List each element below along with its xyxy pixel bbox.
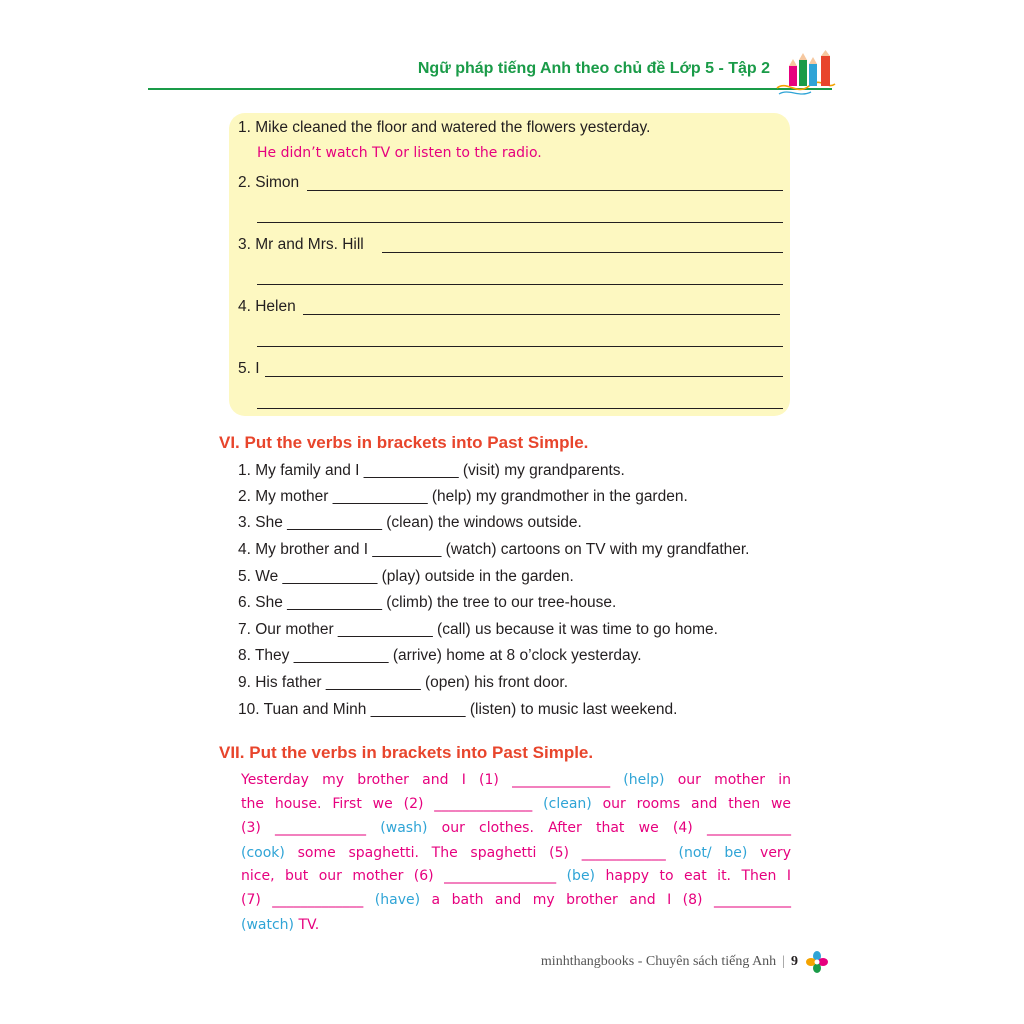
paragraph-text: the house. First we (2) ______________: [241, 796, 544, 812]
verb-hint: (wash): [380, 820, 428, 836]
exercise-item: 6. She ___________ (climb) the tree to our tree-house.: [238, 594, 617, 611]
exercise-item: 2. My mother ___________ (help) my grandmother in the garden.: [238, 488, 688, 505]
box-item-label: 3. Mr and Mrs. Hill: [238, 236, 364, 253]
answer-line[interactable]: [382, 252, 783, 253]
answer-line[interactable]: [257, 346, 783, 347]
paragraph-text: a bath and my brother and I (8) ___________: [420, 892, 791, 908]
paragraph-line: [241, 845, 791, 861]
paragraph-text: (7) _____________: [241, 892, 375, 908]
exercise-item: 1. My family and I ___________ (visit) my grandparents.: [238, 462, 625, 479]
page-header-title: Ngữ pháp tiếng Anh theo chủ đề Lớp 5 - Tập 2: [417, 60, 770, 77]
exercise-item: 7. Our mother ___________ (call) us because it was time to go home.: [238, 621, 718, 638]
exercise-item: 9. His father ___________ (open) his front door.: [238, 674, 569, 691]
answer-line[interactable]: [257, 408, 783, 409]
paragraph-text: (3) _____________: [241, 820, 381, 836]
paragraph-text: Yesterday my brother and I (1) ______________: [241, 772, 624, 788]
paragraph-line: [241, 820, 791, 836]
verb-hint: (have): [374, 892, 421, 908]
answer-line[interactable]: [257, 284, 783, 285]
answer-line[interactable]: [265, 376, 783, 377]
paragraph-text: happy to eat it. Then I: [595, 868, 791, 884]
paragraph-text: very: [747, 845, 791, 861]
page-footer: [541, 954, 798, 970]
flower-logo-icon: [806, 951, 828, 973]
section-6-title: VI. Put the verbs in brackets into Past Simple.: [219, 433, 589, 452]
verb-hint: (help): [623, 772, 665, 788]
paragraph-text: TV.: [294, 917, 320, 933]
paragraph-line: [241, 917, 791, 933]
box-example-answer: He didn’t watch TV or listen to the radio.: [257, 145, 542, 161]
answer-line[interactable]: [307, 190, 783, 191]
verb-hint: (cook): [241, 845, 285, 861]
verb-hint: (not/ be): [678, 845, 748, 861]
verb-hint: (be): [566, 868, 596, 884]
exercise-item: 10. Tuan and Minh ___________ (listen) to music last weekend.: [238, 701, 678, 718]
paragraph-text: our rooms and then we: [591, 796, 792, 812]
exercise-item: 3. She ___________ (clean) the windows outside.: [238, 514, 582, 531]
box-item-label: 2. Simon: [238, 174, 300, 191]
paragraph-line: [241, 892, 791, 908]
paragraph-text: some spaghetti. The spaghetti (5) ____________: [284, 845, 679, 861]
paragraph-text: nice, but our mother (6) ________________: [241, 868, 567, 884]
exercise-item: 4. My brother and I ________ (watch) cartoons on TV with my grandfather.: [238, 541, 750, 558]
footer-separator: |: [782, 954, 785, 969]
footer-publisher: minhthangbooks - Chuyên sách tiếng Anh: [540, 954, 777, 969]
header-divider: [148, 88, 832, 90]
verb-hint: (watch): [241, 917, 295, 933]
box-item-label: 4. Helen: [238, 298, 296, 315]
exercise-item: 8. They ___________ (arrive) home at 8 o’clock yesterday.: [238, 647, 642, 664]
paragraph-text: our mother in: [664, 772, 792, 788]
paragraph-line: [241, 868, 791, 884]
verb-hint: (clean): [543, 796, 592, 812]
paragraph-text: our clothes. After that we (4) ____________: [427, 820, 791, 836]
section-7-title: VII. Put the verbs in brackets into Past Simple.: [219, 743, 594, 762]
answer-line[interactable]: [257, 222, 783, 223]
answer-line[interactable]: [303, 314, 780, 315]
page-number: 9: [791, 954, 798, 969]
box-example: 1. Mike cleaned the floor and watered the flowers yesterday.: [238, 119, 651, 136]
exercise-item: 5. We ___________ (play) outside in the garden.: [238, 568, 574, 585]
paragraph-line: [241, 772, 791, 788]
box-item-label: 5. I: [238, 360, 260, 377]
pencils-icon: [775, 50, 837, 98]
paragraph-line: [241, 796, 791, 812]
